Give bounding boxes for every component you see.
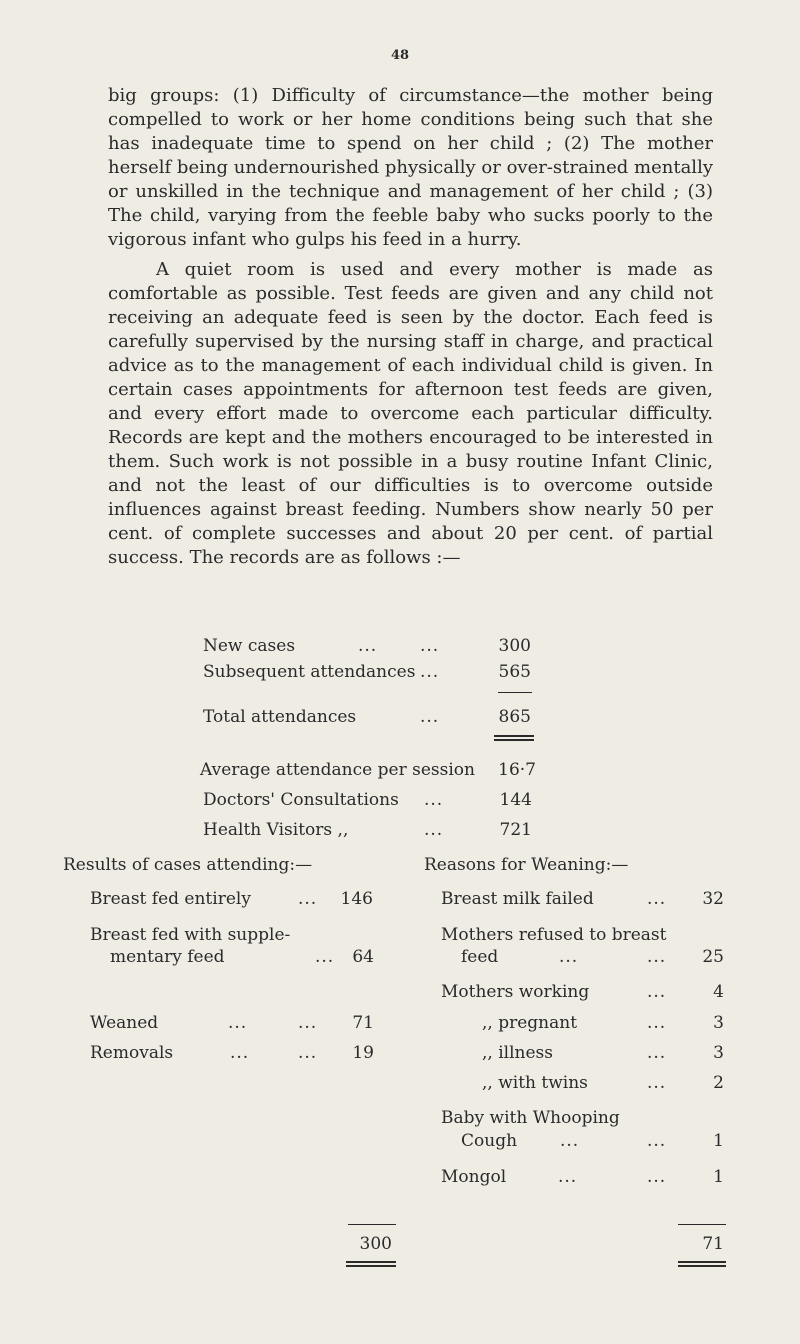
results-double-rule <box>346 1261 396 1267</box>
leader-dots: ... <box>647 982 667 1002</box>
whooping-value: 1 <box>713 1131 724 1151</box>
supplementary-value: 64 <box>352 947 374 967</box>
working-label: Mothers working <box>441 982 590 1002</box>
leader-dots: ... <box>647 1043 667 1063</box>
paragraph-1: big groups: (1) Difficulty of circumstance—the mother being compelled to work or her home conditions being such that she has inadequate time to spend on her child ; (2) The mother herself being undernourished physically or over-strained mentally or unskilled in the technique and management of her child ; (3) The child, varying from the feeble baby who sucks poorly to the vigorous infant who gulps his feed in a hurry. <box>108 85 713 250</box>
whooping-label-line2: Cough <box>461 1131 518 1151</box>
leader-dots: ... <box>647 1073 667 1093</box>
leader-dots: ... <box>420 636 440 656</box>
removals-value: 19 <box>352 1043 374 1063</box>
leader-dots: ... <box>420 662 440 682</box>
weaning-heading: Reasons for Weaning:— <box>424 855 629 875</box>
results-total: 300 <box>359 1234 392 1254</box>
twins-label: ,, with twins <box>482 1073 588 1093</box>
total-double-rule <box>494 735 534 741</box>
breast-fed-label: Breast fed entirely <box>90 889 251 909</box>
leader-dots: ... <box>315 947 335 967</box>
whooping-label-line1: Baby with Whooping <box>441 1108 620 1128</box>
leader-dots: ... <box>230 1043 250 1063</box>
health-visitors-label: Health Visitors ,, <box>203 820 349 840</box>
subsequent-value: 565 <box>498 662 531 682</box>
leader-dots: ... <box>228 1013 248 1033</box>
leader-dots: ... <box>424 820 444 840</box>
results-sum-rule <box>348 1224 396 1225</box>
leader-dots: ... <box>647 1013 667 1033</box>
milk-failed-value: 32 <box>702 889 724 909</box>
illness-value: 3 <box>713 1043 724 1063</box>
leader-dots: ... <box>358 636 378 656</box>
pregnant-value: 3 <box>713 1013 724 1033</box>
supplementary-label-line1: Breast fed with supple- <box>90 925 291 945</box>
leader-dots: ... <box>298 889 318 909</box>
leader-dots: ... <box>647 1167 667 1187</box>
new-cases-label: New cases <box>203 636 296 656</box>
new-cases-value: 300 <box>498 636 531 656</box>
weaning-total: 71 <box>702 1234 724 1254</box>
leader-dots: ... <box>298 1043 318 1063</box>
leader-dots: ... <box>560 1131 580 1151</box>
weaned-value: 71 <box>352 1013 374 1033</box>
milk-failed-label: Breast milk failed <box>441 889 594 909</box>
weaned-label: Weaned <box>90 1013 159 1033</box>
pregnant-label: ,, pregnant <box>482 1013 578 1033</box>
doctors-value: 144 <box>499 790 532 810</box>
mongol-label: Mongol <box>441 1167 507 1187</box>
leader-dots: ... <box>647 889 667 909</box>
weaning-double-rule <box>678 1261 726 1267</box>
illness-label: ,, illness <box>482 1043 553 1063</box>
breast-fed-value: 146 <box>340 889 373 909</box>
leader-dots: ... <box>647 947 667 967</box>
removals-label: Removals <box>90 1043 174 1063</box>
results-heading: Results of cases attending:— <box>63 855 313 875</box>
average-label: Average attendance per session <box>200 760 475 780</box>
sum-rule <box>498 692 532 693</box>
average-value: 16·7 <box>498 760 536 780</box>
working-value: 4 <box>713 982 724 1002</box>
mongol-value: 1 <box>713 1167 724 1187</box>
leader-dots: ... <box>420 707 440 727</box>
leader-dots: ... <box>558 1167 578 1187</box>
refused-value: 25 <box>702 947 724 967</box>
doctors-label: Doctors' Consultations <box>203 790 399 810</box>
leader-dots: ... <box>647 1131 667 1151</box>
health-visitors-value: 721 <box>499 820 532 840</box>
weaning-sum-rule <box>678 1224 726 1225</box>
refused-label-line1: Mothers refused to breast <box>441 925 667 945</box>
paragraph-2: A quiet room is used and every mother is made as comfortable as possible. Test feeds are given and any child not receiving an adequate feed is seen by the doctor. Each feed is carefully supervised by the nursing staff in charge, and practical advice as to the management of each individual child is given. In certain cases appointments for afternoon test feeds are given, and every effort made to overcome each particular difficulty. Records are kept and the mothers encouraged to be interested in them. Such work is not possible in a busy routine Infant Clinic, and not the least of our difficulties is to overcome outside influences against breast feeding. Numbers show nearly 50 per cent. of complete successes and about 20 per cent. of partial success. The records are as follows :— <box>108 259 713 568</box>
twins-value: 2 <box>713 1073 724 1093</box>
supplementary-label-line2: mentary feed <box>110 947 225 967</box>
leader-dots: ... <box>298 1013 318 1033</box>
subsequent-label: Subsequent attendances <box>203 662 416 682</box>
total-attendances-label: Total attendances <box>203 707 357 727</box>
refused-label-line2: feed <box>461 947 499 967</box>
leader-dots: ... <box>559 947 579 967</box>
total-attendances-value: 865 <box>498 707 531 727</box>
page-number: 48 <box>390 48 410 63</box>
leader-dots: ... <box>424 790 444 810</box>
